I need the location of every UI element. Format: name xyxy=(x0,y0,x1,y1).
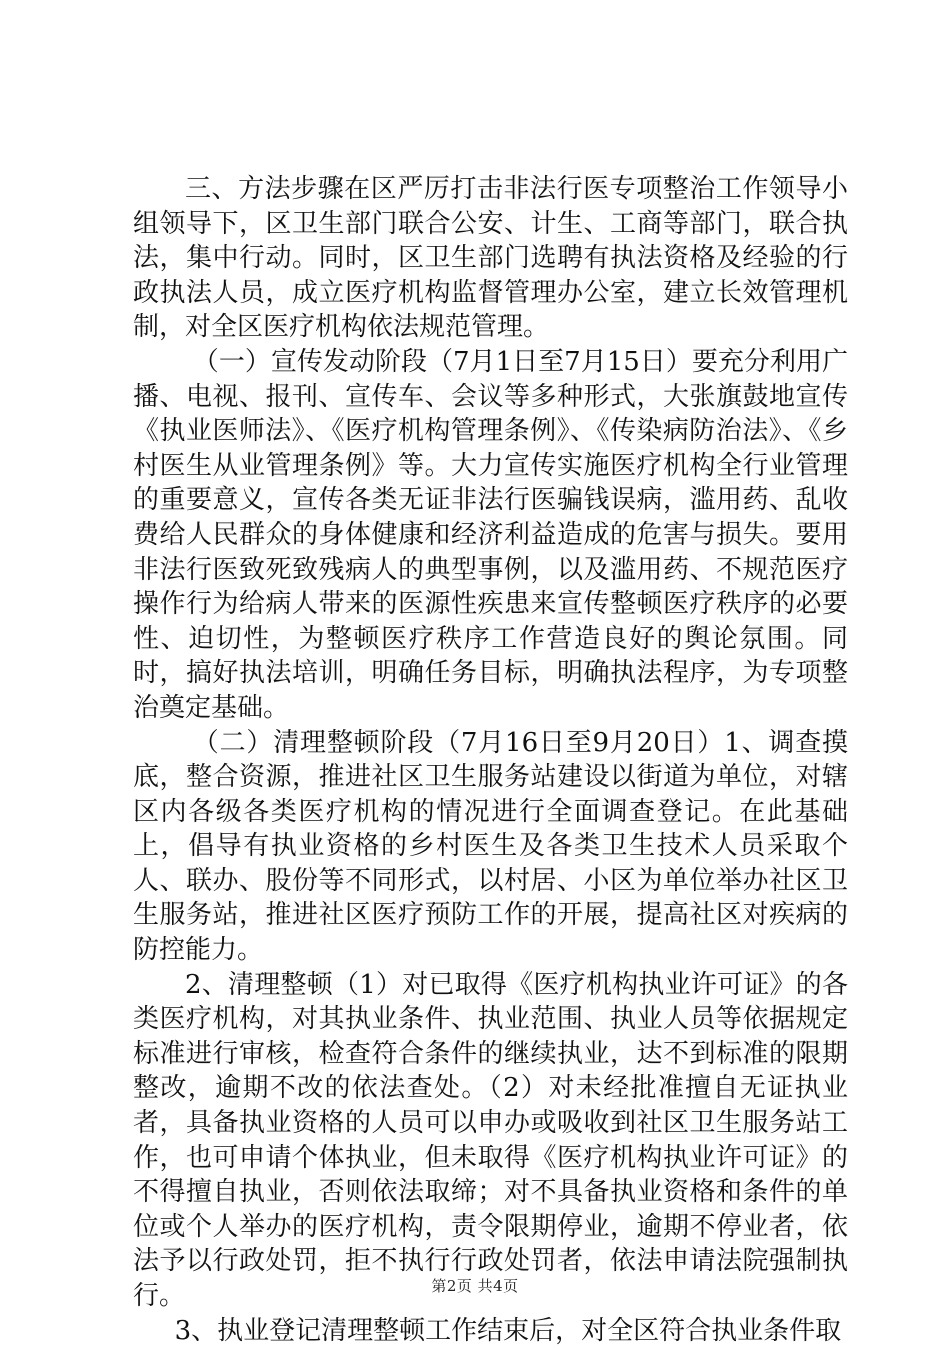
page-number-footer: 第2页 共4页 xyxy=(431,1277,519,1295)
paragraph-method-steps: 三、方法步骤在区严厉打击非法行医专项整治工作领导小组领导下，区卫生部门联合公安、计生、工商等部门，联合执法，集中行动。同时，区卫生部门选聘有执法资格及经验的行政执法人员，成立医疗机构监督管理办公室，建立长效管理机制，对全区医疗机构依法规范管理。 xyxy=(133,174,848,343)
paragraph-practice-registration: 3、执业登记清理整顿工作结束后，对全区符合执业条件取 xyxy=(174,1315,842,1346)
paragraph-publicity-stage: （一）宣传发动阶段（7月1日至7月15日）要充分利用广播、电视、报刊、宣传车、会议等多种形式，大张旗鼓地宣传《执业医师法》、《医疗机构管理条例》、《传染病防治法》、《乡村医生从业管理条例》等。大力宣传实施医疗机构全行业管理的重要意义，宣传各类无证非法行医骗钱误病，滥用药、乱收费给人民群众的身体健康和经济利益造成的危害与损失。要用非法行医致死致残病人的典型事例，以及滥用药、不规范医疗操作行为给病人带来的医源性疾患来宣传整顿医疗秩序的必要性、迫切性，为整顿医疗秩序工作营造良好的舆论氛围。同时，搞好执法培训，明确任务目标，明确执法程序，为专项整治奠定基础。 xyxy=(133,346,848,723)
paragraph-cleanup-rectification: 2、清理整顿（1）对已取得《医疗机构执业许可证》的各类医疗机构，对其执业条件、执业范围、执业人员等依据规定标准进行审核，检查符合条件的继续执业，达不到标准的限期整改，逾期不改的依法查处。（2）对未经批准擅自无证执业者，具备执业资格的人员可以申办或吸收到社区卫生服务站工作，也可申请个体执业，但未取得《医疗机构执业许可证》的不得擅自执业，否则依法取缔；对不具备执业资格和条件的单位或个人举办的医疗机构，责令限期停业，逾期不停业者，依法予以行政处罚，拒不执行行政处罚者，依法申请法院强制执行。 xyxy=(133,969,848,1311)
document-body xyxy=(133,172,848,1348)
paragraph-cleanup-stage: （二）清理整顿阶段（7月16日至9月20日）1、调查摸底，整合资源，推进社区卫生服务站建设以街道为单位，对辖区内各级各类医疗机构的情况进行全面调查登记。在此基础上，倡导有执业资格的乡村医生及各类卫生技术人员采取个人、联办、股份等不同形式，以村居、小区为单位举办社区卫生服务站，推进社区医疗预防工作的开展，提高社区对疾病的防控能力。 xyxy=(133,727,848,966)
